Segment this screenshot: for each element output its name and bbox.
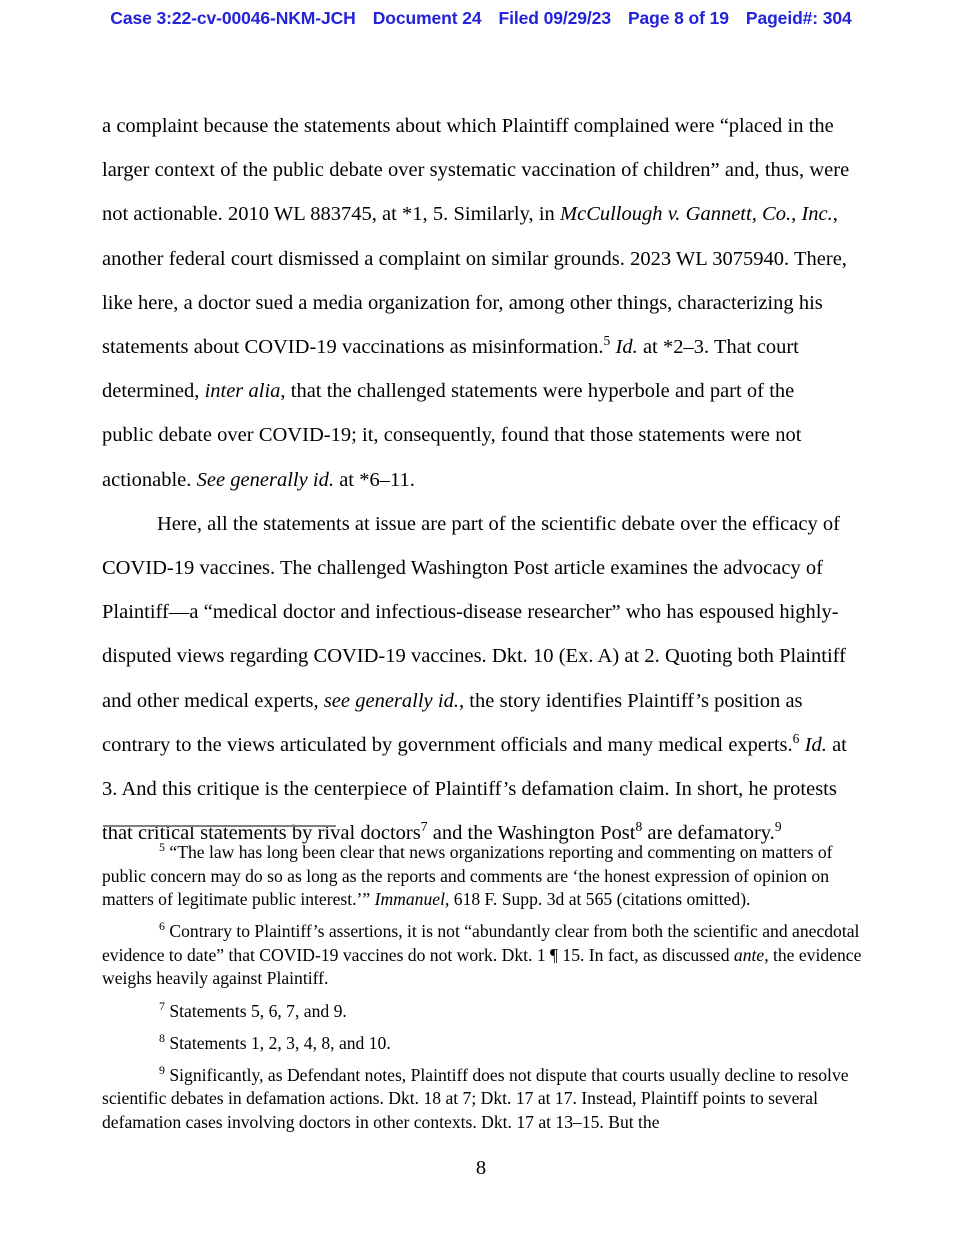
header-pageid: Pageid#: 304 bbox=[745, 8, 852, 28]
footnote-ref-6[interactable]: 6 bbox=[792, 731, 800, 747]
footnote-5-text-1: “The law has long been clear that news organizations reporting and commenting on matters of public concern may do so as long as the reports and comments are ‘the honest expression of opinion on matters of legitimate public interest.’” bbox=[102, 842, 833, 910]
par2-text-4: and the Washington Post bbox=[427, 822, 636, 845]
par1-text-4: , that the challenged statements were hyperbole and part of the public debate over COVID-19; it, consequently, found that those statements were not actionable. bbox=[102, 380, 802, 491]
par1-text-1: a complaint because the statements about which Plaintiff complained were “placed in the larger context of the public debate over systematic vaccination of children” and, thus, were not actionable. 2010 WL 883745, at *1, 5. Similarly, in bbox=[102, 115, 850, 226]
footnote-6-ante: ante bbox=[733, 944, 765, 965]
footnote-9-text-1: Significantly, as Defendant notes, Plaintiff does not dispute that courts usually decline to resolve scientific debates in defamation actions. Dkt. 18 at 7; Dkt. 17 at 17. Instead, Plaintiff points to several defamation cases involving doctors in other contexts. Dkt. 17 at 13–15. But the bbox=[102, 1064, 849, 1132]
footnote-5-text-2: , 618 F. Supp. 3d at 565 (citations omitted). bbox=[444, 889, 751, 910]
par2-text-5: are defamatory. bbox=[642, 822, 775, 845]
footnote-marker-6: 6 bbox=[159, 919, 165, 934]
footnote-6-text-2: , the evidence weighs heavily against Plaintiff. bbox=[102, 944, 862, 989]
par1-case-citation-mccullough: McCullough v. Gannett, Co., Inc. bbox=[560, 203, 833, 226]
header-filed-date: Filed 09/29/23 bbox=[498, 8, 611, 28]
footnote-7 bbox=[102, 1000, 864, 1024]
footnote-marker-8: 8 bbox=[159, 1030, 165, 1045]
par2-id-citation: Id. bbox=[804, 733, 827, 756]
body-paragraph-continued bbox=[102, 104, 850, 502]
par1-text-2: , another federal court dismissed a complaint on similar grounds. 2023 WL 3075940. There, like here, a doctor sued a media organization for, among other things, characterizing his statements about COVID-19 vaccinations as misinformation. bbox=[102, 203, 847, 359]
footnote-ref-8[interactable]: 8 bbox=[635, 819, 643, 835]
par2-text-3: at 3. And this critique is the centerpiece of Plaintiff’s defamation claim. In short, he protests that critical statements by rival doctors bbox=[102, 733, 847, 845]
par2-text-1: Here, all the statements at issue are part of the scientific debate over the efficacy of COVID-19 vaccines. The challenged Washington Post article examines the advocacy of Plaintiff—a “medical doctor and infectious-disease researcher” who has espoused highly-disputed views regarding COVID-19 vaccines. Dkt. 10 (Ex. A) at 2. Quoting both Plaintiff and other medical experts, bbox=[102, 512, 846, 712]
footnote-9 bbox=[102, 1064, 864, 1135]
header-page-of: Page 8 of 19 bbox=[627, 8, 729, 28]
footnote-8 bbox=[102, 1032, 864, 1056]
body-text-block bbox=[102, 104, 850, 855]
footnote-8-text-1: Statements 1, 2, 3, 4, 8, and 10. bbox=[164, 1032, 391, 1053]
par1-id-citation: Id. bbox=[615, 336, 638, 359]
footnote-ref-7[interactable]: 7 bbox=[420, 819, 428, 835]
footnote-6 bbox=[102, 920, 864, 991]
par1-inter-alia: inter alia bbox=[204, 380, 281, 403]
par1-text-5: at *6–11. bbox=[333, 468, 415, 491]
footnote-separator-rule bbox=[103, 825, 336, 827]
header-case-number: Case 3:22-cv-00046-NKM-JCH bbox=[110, 8, 356, 28]
page-number: 8 bbox=[475, 1157, 487, 1179]
footnote-ref-9[interactable]: 9 bbox=[774, 819, 782, 835]
footnote-5-immanuel: Immanuel bbox=[374, 889, 445, 910]
par2-see-generally-id: see generally id. bbox=[323, 689, 459, 712]
body-paragraph-here bbox=[102, 502, 850, 856]
footnote-marker-5: 5 bbox=[159, 840, 165, 855]
par1-see-generally-id: See generally id. bbox=[196, 468, 334, 491]
footnotes-block bbox=[102, 841, 864, 1135]
footnote-6-text-1: Contrary to Plaintiff’s assertions, it is not “abundantly clear from both the scientific and anecdotal evidence to date” that COVID-19 vaccines do not work. Dkt. 1 ¶ 15. In fact, as discussed bbox=[102, 921, 860, 965]
footnote-5 bbox=[102, 841, 864, 912]
par2-text-2: , the story identifies Plaintiff’s position as contrary to the views articulated by government officials and many medical experts. bbox=[102, 689, 803, 756]
footnote-marker-9: 9 bbox=[159, 1062, 165, 1077]
footnote-ref-5[interactable]: 5 bbox=[603, 333, 611, 349]
footnote-marker-7: 7 bbox=[159, 998, 165, 1013]
par1-text-3: at *2–3. That court determined, bbox=[102, 336, 799, 403]
footnote-7-text-1: Statements 5, 6, 7, and 9. bbox=[164, 1000, 347, 1021]
header-document-number: Document 24 bbox=[372, 8, 482, 28]
